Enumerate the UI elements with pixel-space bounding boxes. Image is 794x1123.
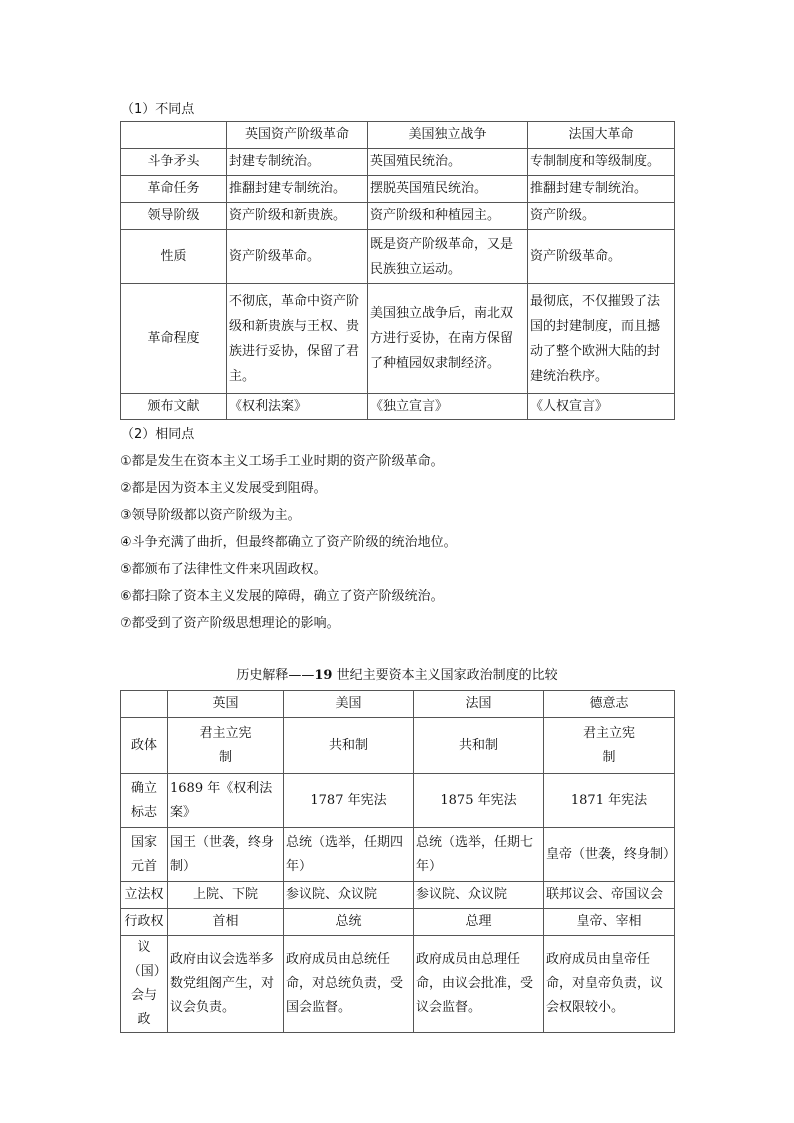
header-cell-england: 英国资产阶级革命: [227, 122, 368, 149]
revolution-comparison-table: [120, 121, 675, 420]
table-cell: 参议院、众议院: [284, 882, 414, 909]
table-cell: 政府成员由皇帝任命，对皇帝负责，议会权限较小。: [544, 936, 675, 1033]
table-header-row: [121, 691, 675, 718]
header-cell-empty: [121, 122, 227, 149]
title-century: 19: [314, 668, 333, 683]
political-system-table: [120, 690, 675, 1033]
table-cell: 首相: [168, 909, 284, 936]
row-label: 国家元首: [121, 828, 168, 882]
table-cell: 共和制: [284, 718, 414, 774]
table-cell: 君主立宪制: [168, 718, 284, 774]
table-row: [121, 909, 675, 936]
header-cell-usa: 美国: [284, 691, 414, 718]
table-cell: 《独立宣言》: [368, 394, 528, 420]
row-label: 领导阶级: [121, 203, 227, 230]
title-prefix: 历史解释——: [236, 668, 315, 683]
header-cell-america: 美国独立战争: [368, 122, 528, 149]
section-heading-similarities: （2）相同点: [121, 427, 195, 442]
list-item: ③领导阶级都以资产阶级为主。: [120, 508, 301, 523]
table-row: [121, 828, 675, 882]
table-cell: 摆脱英国殖民统治。: [368, 176, 528, 203]
table-cell: 1689 年《权利法案》: [168, 774, 284, 828]
table-cell: 英国殖民统治。: [368, 149, 528, 176]
table-cell: 皇帝、宰相: [544, 909, 675, 936]
list-item: ①都是发生在资本主义工场手工业时期的资产阶级革命。: [120, 454, 444, 469]
table-row: [121, 149, 675, 176]
list-item: ④斗争充满了曲折，但最终都确立了资产阶级的统治地位。: [120, 535, 457, 550]
table-cell: 资产阶级革命。: [528, 230, 675, 284]
table-cell: 总统: [284, 909, 414, 936]
row-label: 颁布文献: [121, 394, 227, 420]
list-item: ⑤都颁布了法律性文件来巩固政权。: [120, 562, 327, 577]
row-label: 性质: [121, 230, 227, 284]
table-row: [121, 774, 675, 828]
table-row: [121, 718, 675, 774]
row-label: 行政权: [121, 909, 168, 936]
table-cell: 不彻底，革命中资产阶级和新贵族与王权、贵族进行妥协，保留了君主。: [227, 284, 368, 394]
table-cell: 推翻封建专制统治。: [528, 176, 675, 203]
header-cell-france: 法国大革命: [528, 122, 675, 149]
table-cell: 总统（选举，任期七年）: [414, 828, 544, 882]
table-cell: 1871 年宪法: [544, 774, 675, 828]
header-cell-france: 法国: [414, 691, 544, 718]
table-cell: 《权利法案》: [227, 394, 368, 420]
table-cell: 政府成员由总理任命，由议会批准，受议会监督。: [414, 936, 544, 1033]
table-cell: 国王（世袭，终身制）: [168, 828, 284, 882]
header-cell-empty: [121, 691, 168, 718]
table-cell: 专制制度和等级制度。: [528, 149, 675, 176]
table-cell: 资产阶级。: [528, 203, 675, 230]
table-row: [121, 230, 675, 284]
table-cell: 总理: [414, 909, 544, 936]
section-heading-differences: （1）不同点: [121, 102, 195, 117]
header-cell-britain: 英国: [168, 691, 284, 718]
table-cell: 资产阶级革命。: [227, 230, 368, 284]
list-item: ⑥都扫除了资本主义发展的障碍，确立了资产阶级统治。: [120, 589, 444, 604]
table-cell: 既是资产阶级革命，又是民族独立运动。: [368, 230, 528, 284]
table-cell: 资产阶级和新贵族。: [227, 203, 368, 230]
table-row: [121, 203, 675, 230]
table-cell: 美国独立战争后，南北双方进行妥协，在南方保留了种植园奴隶制经济。: [368, 284, 528, 394]
table-cell: 共和制: [414, 718, 544, 774]
table-cell: 1787 年宪法: [284, 774, 414, 828]
section-title-political-systems: [0, 664, 794, 683]
table-header-row: [121, 122, 675, 149]
table-cell: 《人权宣言》: [528, 394, 675, 420]
table-cell: 政府由议会选举多数党组阁产生，对议会负责。: [168, 936, 284, 1033]
table-cell: 上院、下院: [168, 882, 284, 909]
table-cell: 资产阶级和种植园主。: [368, 203, 528, 230]
table-row: [121, 284, 675, 394]
table-cell: 皇帝（世袭，终身制）: [544, 828, 675, 882]
table-cell: 1875 年宪法: [414, 774, 544, 828]
row-label: 议（国）会与政: [121, 936, 168, 1033]
table-row: [121, 882, 675, 909]
table-row: [121, 936, 675, 1033]
list-item: ⑦都受到了资产阶级思想理论的影响。: [120, 616, 340, 631]
table-cell: 联邦议会、帝国议会: [544, 882, 675, 909]
table-row: [121, 394, 675, 420]
row-label: 革命程度: [121, 284, 227, 394]
row-label: 政体: [121, 718, 168, 774]
table-cell: 封建专制统治。: [227, 149, 368, 176]
table-cell: 最彻底，不仅摧毁了法国的封建制度，而且撼动了整个欧洲大陆的封建统治秩序。: [528, 284, 675, 394]
table-cell: 政府成员由总统任命，对总统负责，受国会监督。: [284, 936, 414, 1033]
row-label: 革命任务: [121, 176, 227, 203]
table-cell: 参议院、众议院: [414, 882, 544, 909]
row-label: 确立标志: [121, 774, 168, 828]
row-label: 斗争矛头: [121, 149, 227, 176]
table-row: [121, 176, 675, 203]
list-item: ②都是因为资本主义发展受到阻碍。: [120, 481, 327, 496]
table-cell: 推翻封建专制统治。: [227, 176, 368, 203]
title-suffix: 世纪主要资本主义国家政治制度的比较: [332, 668, 558, 683]
header-cell-germany: 德意志: [544, 691, 675, 718]
table-cell: 君主立宪制: [544, 718, 675, 774]
row-label: 立法权: [121, 882, 168, 909]
table-cell: 总统（选举，任期四年）: [284, 828, 414, 882]
